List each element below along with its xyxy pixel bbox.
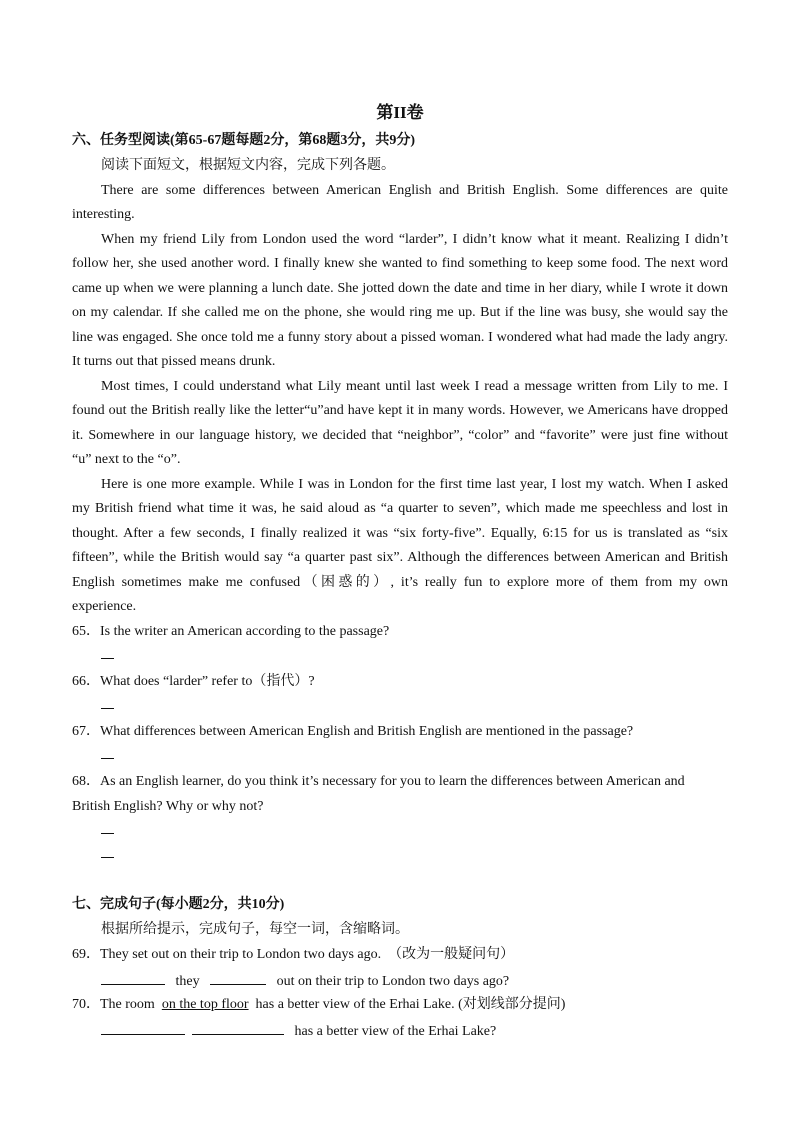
question-text: What differences between American English and British English are mentioned in the passage? xyxy=(100,724,634,739)
passage-line: Here is one more example. While I was in London for the first time last year, I lost my watch. When I asked xyxy=(101,477,728,492)
answer-rest: out on their trip to London two days ago? xyxy=(276,974,510,989)
passage-line: follow her, she used another word. I finally knew she wanted to find something to keep some food. The next word xyxy=(72,256,728,271)
item-text: They set out on their trip to London two days ago. xyxy=(100,947,382,962)
section7-heading: 七、完成句子(每小题2分，共10分) xyxy=(72,897,285,912)
item-69-answer xyxy=(101,971,509,991)
answer-line-68b[interactable] xyxy=(101,857,114,858)
passage-line: my British friend what time it was, he said aloud as “a quarter to seven”, which made me speechless and lost in xyxy=(72,501,728,516)
question-number: 66． xyxy=(72,674,100,689)
answer-blank[interactable] xyxy=(101,971,165,985)
passage-line: on my calendar. If she called me on the phone, she would ring me up. But if the line was busy, she would say the xyxy=(72,305,728,320)
item-hint: (对划线部分提问) xyxy=(458,997,566,1012)
item-number: 69． xyxy=(72,947,100,962)
section6-instruction: 阅读下面短文，根据短文内容，完成下列各题。 xyxy=(101,158,395,173)
passage-line: it. Somewhere in our language history, we decided that “neighbor”, “color” and “favorite” were just fine without xyxy=(72,428,728,443)
page-title: 第II卷 xyxy=(376,103,424,122)
passage-line: English sometimes make me confused（困惑的）, it’s really fun to explore more of them from my own xyxy=(72,575,728,590)
answer-blank[interactable] xyxy=(101,1021,185,1035)
item-text-after: has a better view of the Erhai Lake. xyxy=(255,997,455,1012)
answer-rest: has a better view of the Erhai Lake? xyxy=(294,1024,497,1039)
answer-line-65[interactable] xyxy=(101,658,114,659)
item-70-answer xyxy=(101,1021,496,1041)
passage-line: interesting. xyxy=(72,207,135,222)
question-text: As an English learner, do you think it’s necessary for you to learn the differences between American and xyxy=(100,774,685,789)
question-66 xyxy=(72,673,315,691)
passage-line: came up when we were planning a lunch date. She jotted down the date and time in her diary, while I wrote it down xyxy=(72,281,728,296)
passage-line: thought. After a few seconds, I finally realized it was “six forty-five”. Equally, 6:15 for us is translated as “six xyxy=(72,526,728,541)
question-68-continued: British English? Why or why not? xyxy=(72,799,264,814)
question-65 xyxy=(72,623,389,641)
passage-line: found out the British really like the letter“u”and have kept it in many words. However, we Americans have dropped xyxy=(72,403,728,418)
question-number: 65． xyxy=(72,624,100,639)
answer-line-67[interactable] xyxy=(101,758,114,759)
item-70 xyxy=(72,996,565,1014)
item-hint: （改为一般疑问句） xyxy=(388,947,515,962)
item-69 xyxy=(72,946,514,964)
passage-line: fifteen”, while the British would say “a quarter past six”. Although the differences between American and British xyxy=(72,550,728,565)
question-number: 68． xyxy=(72,774,100,789)
answer-line-68a[interactable] xyxy=(101,833,114,834)
question-number: 67． xyxy=(72,724,100,739)
section6-heading: 六、任务型阅读(第65-67题每题2分，第68题3分，共9分) xyxy=(72,133,415,148)
section7-instruction: 根据所给提示，完成句子，每空一词，含缩略词。 xyxy=(101,922,409,937)
answer-blank[interactable] xyxy=(192,1021,284,1035)
question-text: Is the writer an American according to the passage? xyxy=(100,624,390,639)
item-text-before: The room xyxy=(100,997,155,1012)
question-67 xyxy=(72,723,633,741)
question-text: What does “larder” refer to（指代）? xyxy=(100,674,315,689)
underlined-phrase: on the top floor xyxy=(161,997,249,1012)
passage-line: When my friend Lily from London used the word “larder”, I didn’t know what it meant. Realizing I didn’t xyxy=(101,232,728,247)
passage-line: It turns out that pissed means drunk. xyxy=(72,354,276,369)
answer-word: they xyxy=(175,974,200,989)
passage-line: experience. xyxy=(72,599,137,614)
passage-line: “u” next to the “o”. xyxy=(72,452,181,467)
passage-line: There are some differences between American English and British English. Some differences are quite xyxy=(101,183,728,198)
passage-line: Most times, I could understand what Lily meant until last week I read a message written from Lily to me. I xyxy=(101,379,728,394)
item-number: 70． xyxy=(72,997,100,1012)
answer-line-66[interactable] xyxy=(101,708,114,709)
passage-line: line was engaged. She once told me a funny story about a pissed woman. I wondered what had made the lady angry. xyxy=(72,330,728,345)
question-68 xyxy=(72,773,685,791)
answer-blank[interactable] xyxy=(210,971,266,985)
